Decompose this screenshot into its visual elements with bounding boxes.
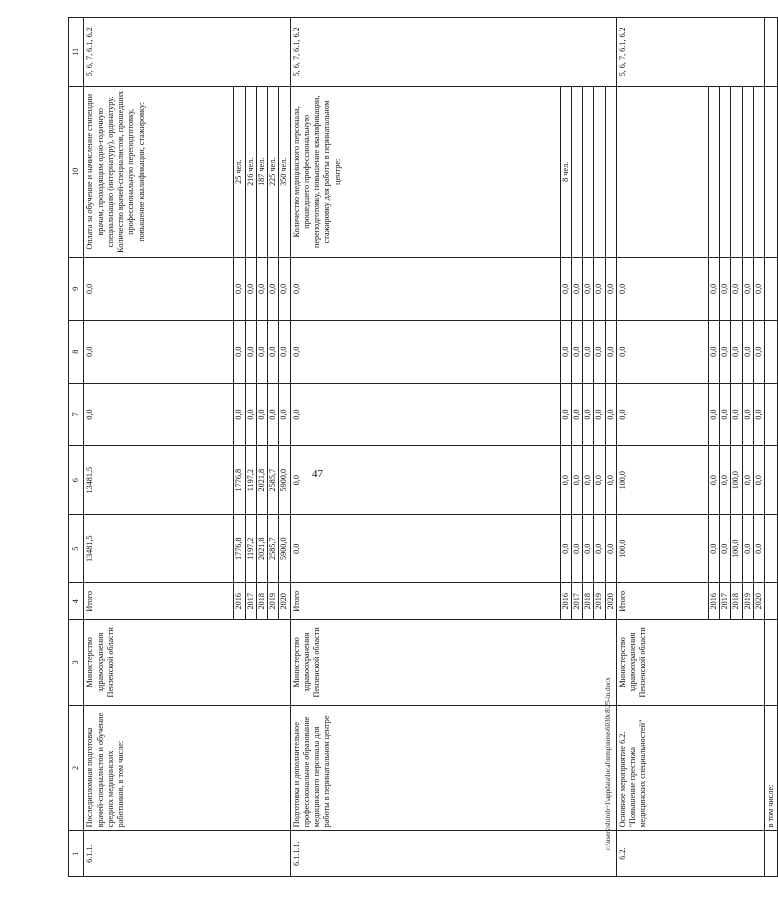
year-c5: 0,0 bbox=[583, 514, 594, 583]
responsible-organization: Министерство здравоохранения Пензенской области bbox=[616, 620, 764, 706]
activity-name: Последипломная подготовка врачей-специалистов и обучение средних медицинских работников, в том числе: bbox=[84, 705, 290, 831]
year-c5: 2585,7 bbox=[268, 514, 279, 583]
year-c7: 0,0 bbox=[753, 383, 764, 446]
year-indicator-value: 216 чел. bbox=[245, 86, 256, 257]
year-c9: 0,0 bbox=[234, 257, 245, 320]
year-cell: 2018 bbox=[256, 583, 267, 620]
indicator-reference: 5, 6, 7, 6.1, 6.2 bbox=[290, 18, 616, 87]
year-c9: 0,0 bbox=[731, 257, 742, 320]
table-row-r62 bbox=[616, 18, 708, 877]
total-c5: 0,0 bbox=[290, 514, 560, 583]
year-cell: 2019 bbox=[268, 583, 279, 620]
col-number-3: 3 bbox=[69, 620, 84, 706]
year-c5: 0,0 bbox=[742, 514, 753, 583]
year-c6: 0,0 bbox=[742, 446, 753, 515]
col-number-10: 10 bbox=[69, 86, 84, 257]
year-cell: 2016 bbox=[560, 583, 571, 620]
year-indicator-value: 225 чел. bbox=[268, 86, 279, 257]
year-cell: 2019 bbox=[594, 583, 605, 620]
year-c9: 0,0 bbox=[753, 257, 764, 320]
total-c6: 13481,5 bbox=[84, 446, 234, 515]
col-number-8: 8 bbox=[69, 320, 84, 383]
year-c8: 0,0 bbox=[571, 320, 582, 383]
in-total-empty bbox=[765, 257, 778, 320]
year-indicator-value bbox=[571, 86, 582, 257]
indicator-description: Количество медицинского персонала, прошедшего профессиональную переподготовку, повышение квалификации, стажировку для работы в перинатальном центре: bbox=[290, 86, 560, 257]
year-c7: 0,0 bbox=[742, 383, 753, 446]
year-c6: 0,0 bbox=[605, 446, 616, 515]
year-c6: 0,0 bbox=[571, 446, 582, 515]
year-c7: 0,0 bbox=[583, 383, 594, 446]
year-indicator-value bbox=[605, 86, 616, 257]
in-total-label: в том числе: bbox=[765, 705, 778, 831]
row-number: 6.1.1.1. bbox=[290, 831, 616, 877]
year-cell: 2017 bbox=[571, 583, 582, 620]
activity-name: Основное мероприятие 6.2. "Повышение престижа медицинских специальностей" bbox=[616, 705, 764, 831]
year-c6: 0,0 bbox=[594, 446, 605, 515]
total-c5: 100,0 bbox=[616, 514, 708, 583]
period-total-label: Итого bbox=[616, 583, 708, 620]
year-c8: 0,0 bbox=[753, 320, 764, 383]
year-c7: 0,0 bbox=[720, 383, 731, 446]
col-number-11: 11 bbox=[69, 18, 84, 87]
year-c7: 0,0 bbox=[256, 383, 267, 446]
col-number-5: 5 bbox=[69, 514, 84, 583]
year-c8: 0,0 bbox=[583, 320, 594, 383]
year-c9: 0,0 bbox=[708, 257, 719, 320]
year-c7: 0,0 bbox=[245, 383, 256, 446]
year-c8: 0,0 bbox=[268, 320, 279, 383]
col-number-2: 2 bbox=[69, 705, 84, 831]
year-c5: 0,0 bbox=[720, 514, 731, 583]
year-cell: 2018 bbox=[731, 583, 742, 620]
year-c9: 0,0 bbox=[605, 257, 616, 320]
year-c5: 0,0 bbox=[708, 514, 719, 583]
indicator-description: Оплата за обучение и начисление стипендии врачам, проходящим одно-годичную специализацию (интернатуру), ординатуру. Количество врачей-специалистов, прошедших профессиональную переподготовку, повышение квалификации, стажировку: bbox=[84, 86, 234, 257]
total-c6: 0,0 bbox=[290, 446, 560, 515]
year-c7: 0,0 bbox=[571, 383, 582, 446]
in-total-num bbox=[765, 831, 778, 877]
year-c7: 0,0 bbox=[731, 383, 742, 446]
table-body bbox=[69, 18, 778, 877]
year-indicator-value bbox=[720, 86, 731, 257]
year-c9: 0,0 bbox=[571, 257, 582, 320]
in-total-empty bbox=[765, 383, 778, 446]
col-number-9: 9 bbox=[69, 257, 84, 320]
in-total-empty bbox=[765, 18, 778, 87]
year-c8: 0,0 bbox=[256, 320, 267, 383]
year-c8: 0,0 bbox=[245, 320, 256, 383]
year-c5: 100,0 bbox=[731, 514, 742, 583]
year-c9: 0,0 bbox=[720, 257, 731, 320]
year-c6: 2585,7 bbox=[268, 446, 279, 515]
in-total-empty bbox=[765, 446, 778, 515]
indicator-description bbox=[616, 86, 708, 257]
year-c8: 0,0 bbox=[708, 320, 719, 383]
year-c5: 2021,8 bbox=[256, 514, 267, 583]
year-cell: 2020 bbox=[605, 583, 616, 620]
year-c6: 0,0 bbox=[708, 446, 719, 515]
year-c6: 5900,0 bbox=[279, 446, 290, 515]
year-c9: 0,0 bbox=[256, 257, 267, 320]
year-c9: 0,0 bbox=[268, 257, 279, 320]
period-total-label: Итого bbox=[84, 583, 234, 620]
year-c7: 0,0 bbox=[605, 383, 616, 446]
total-c5: 13481,5 bbox=[84, 514, 234, 583]
year-indicator-value bbox=[731, 86, 742, 257]
year-indicator-value: 25 чел. bbox=[234, 86, 245, 257]
row-number: 6.2. bbox=[616, 831, 764, 877]
year-c7: 0,0 bbox=[268, 383, 279, 446]
column-number-row bbox=[69, 18, 84, 877]
in-total-empty bbox=[765, 620, 778, 706]
year-cell: 2018 bbox=[583, 583, 594, 620]
year-c6: 0,0 bbox=[583, 446, 594, 515]
year-c9: 0,0 bbox=[583, 257, 594, 320]
year-c8: 0,0 bbox=[279, 320, 290, 383]
row-number: 6.1.1. bbox=[84, 831, 290, 877]
year-c9: 0,0 bbox=[742, 257, 753, 320]
year-c9: 0,0 bbox=[279, 257, 290, 320]
year-c6: 0,0 bbox=[560, 446, 571, 515]
year-c9: 0,0 bbox=[560, 257, 571, 320]
year-c5: 0,0 bbox=[560, 514, 571, 583]
year-c7: 0,0 bbox=[234, 383, 245, 446]
year-c7: 0,0 bbox=[594, 383, 605, 446]
year-c7: 0,0 bbox=[708, 383, 719, 446]
in-total-empty bbox=[765, 514, 778, 583]
indicator-reference: 5, 6, 7, 6.1, 6.2 bbox=[616, 18, 764, 87]
year-cell: 2020 bbox=[279, 583, 290, 620]
year-c8: 0,0 bbox=[731, 320, 742, 383]
indicator-reference: 5, 6, 7, 6.1, 6.2 bbox=[84, 18, 290, 87]
total-c8: 0,0 bbox=[616, 320, 708, 383]
total-c7: 0,0 bbox=[290, 383, 560, 446]
activity-name: Подготовка и дополнительное профессиональное образование медицинского персонала для работы в перинатальном центре bbox=[290, 705, 616, 831]
table-row-r6111 bbox=[290, 18, 560, 877]
year-c6: 0,0 bbox=[720, 446, 731, 515]
total-c9: 0,0 bbox=[616, 257, 708, 320]
program-activities-table bbox=[68, 17, 778, 877]
total-c9: 0,0 bbox=[290, 257, 560, 320]
year-cell: 2019 bbox=[742, 583, 753, 620]
year-c8: 0,0 bbox=[742, 320, 753, 383]
year-c5: 0,0 bbox=[594, 514, 605, 583]
year-indicator-value bbox=[742, 86, 753, 257]
total-c7: 0,0 bbox=[616, 383, 708, 446]
year-indicator-value: 350 чел. bbox=[279, 86, 290, 257]
year-c7: 0,0 bbox=[279, 383, 290, 446]
year-c6: 0,0 bbox=[753, 446, 764, 515]
year-c6: 1776,8 bbox=[234, 446, 245, 515]
year-c7: 0,0 bbox=[560, 383, 571, 446]
year-c9: 0,0 bbox=[594, 257, 605, 320]
in-total-empty bbox=[765, 320, 778, 383]
year-c8: 0,0 bbox=[605, 320, 616, 383]
table-row-r611 bbox=[84, 18, 234, 877]
page-number: 47 bbox=[312, 468, 323, 480]
year-c6: 2021,8 bbox=[256, 446, 267, 515]
col-number-6: 6 bbox=[69, 446, 84, 515]
responsible-organization: Министерство здравоохранения Пензенской области bbox=[290, 620, 616, 706]
year-c5: 0,0 bbox=[571, 514, 582, 583]
year-indicator-value bbox=[594, 86, 605, 257]
year-indicator-value: 187 чел. bbox=[256, 86, 267, 257]
responsible-organization: Министерство здравоохранения Пензенской области bbox=[84, 620, 290, 706]
footer-path-text: c:\users\sbirob~1\appdata\local\temp\notes6030c8\25-in.docx bbox=[604, 677, 612, 850]
in-total-empty bbox=[765, 583, 778, 620]
period-total-label: Итого bbox=[290, 583, 560, 620]
in-total-empty bbox=[765, 86, 778, 257]
year-cell: 2016 bbox=[708, 583, 719, 620]
in-total-row bbox=[765, 18, 778, 877]
year-c8: 0,0 bbox=[560, 320, 571, 383]
year-c8: 0,0 bbox=[720, 320, 731, 383]
year-c5: 5900,0 bbox=[279, 514, 290, 583]
total-c9: 0,0 bbox=[84, 257, 234, 320]
year-indicator-value bbox=[583, 86, 594, 257]
total-c8: 0,0 bbox=[84, 320, 234, 383]
year-indicator-value bbox=[753, 86, 764, 257]
year-cell: 2020 bbox=[753, 583, 764, 620]
year-cell: 2017 bbox=[720, 583, 731, 620]
total-c7: 0,0 bbox=[84, 383, 234, 446]
col-number-1: 1 bbox=[69, 831, 84, 877]
year-c6: 100,0 bbox=[731, 446, 742, 515]
total-c6: 100,0 bbox=[616, 446, 708, 515]
total-c8: 0,0 bbox=[290, 320, 560, 383]
year-c5: 0,0 bbox=[753, 514, 764, 583]
year-c5: 0,0 bbox=[605, 514, 616, 583]
year-c5: 1776,8 bbox=[234, 514, 245, 583]
year-c8: 0,0 bbox=[594, 320, 605, 383]
col-number-4: 4 bbox=[69, 583, 84, 620]
year-c6: 1197,2 bbox=[245, 446, 256, 515]
year-indicator-value bbox=[708, 86, 719, 257]
year-cell: 2017 bbox=[245, 583, 256, 620]
year-c9: 0,0 bbox=[245, 257, 256, 320]
year-indicator-value: 8 чел. bbox=[560, 86, 571, 257]
year-c8: 0,0 bbox=[234, 320, 245, 383]
col-number-7: 7 bbox=[69, 383, 84, 446]
year-cell: 2016 bbox=[234, 583, 245, 620]
year-c5: 1197,2 bbox=[245, 514, 256, 583]
